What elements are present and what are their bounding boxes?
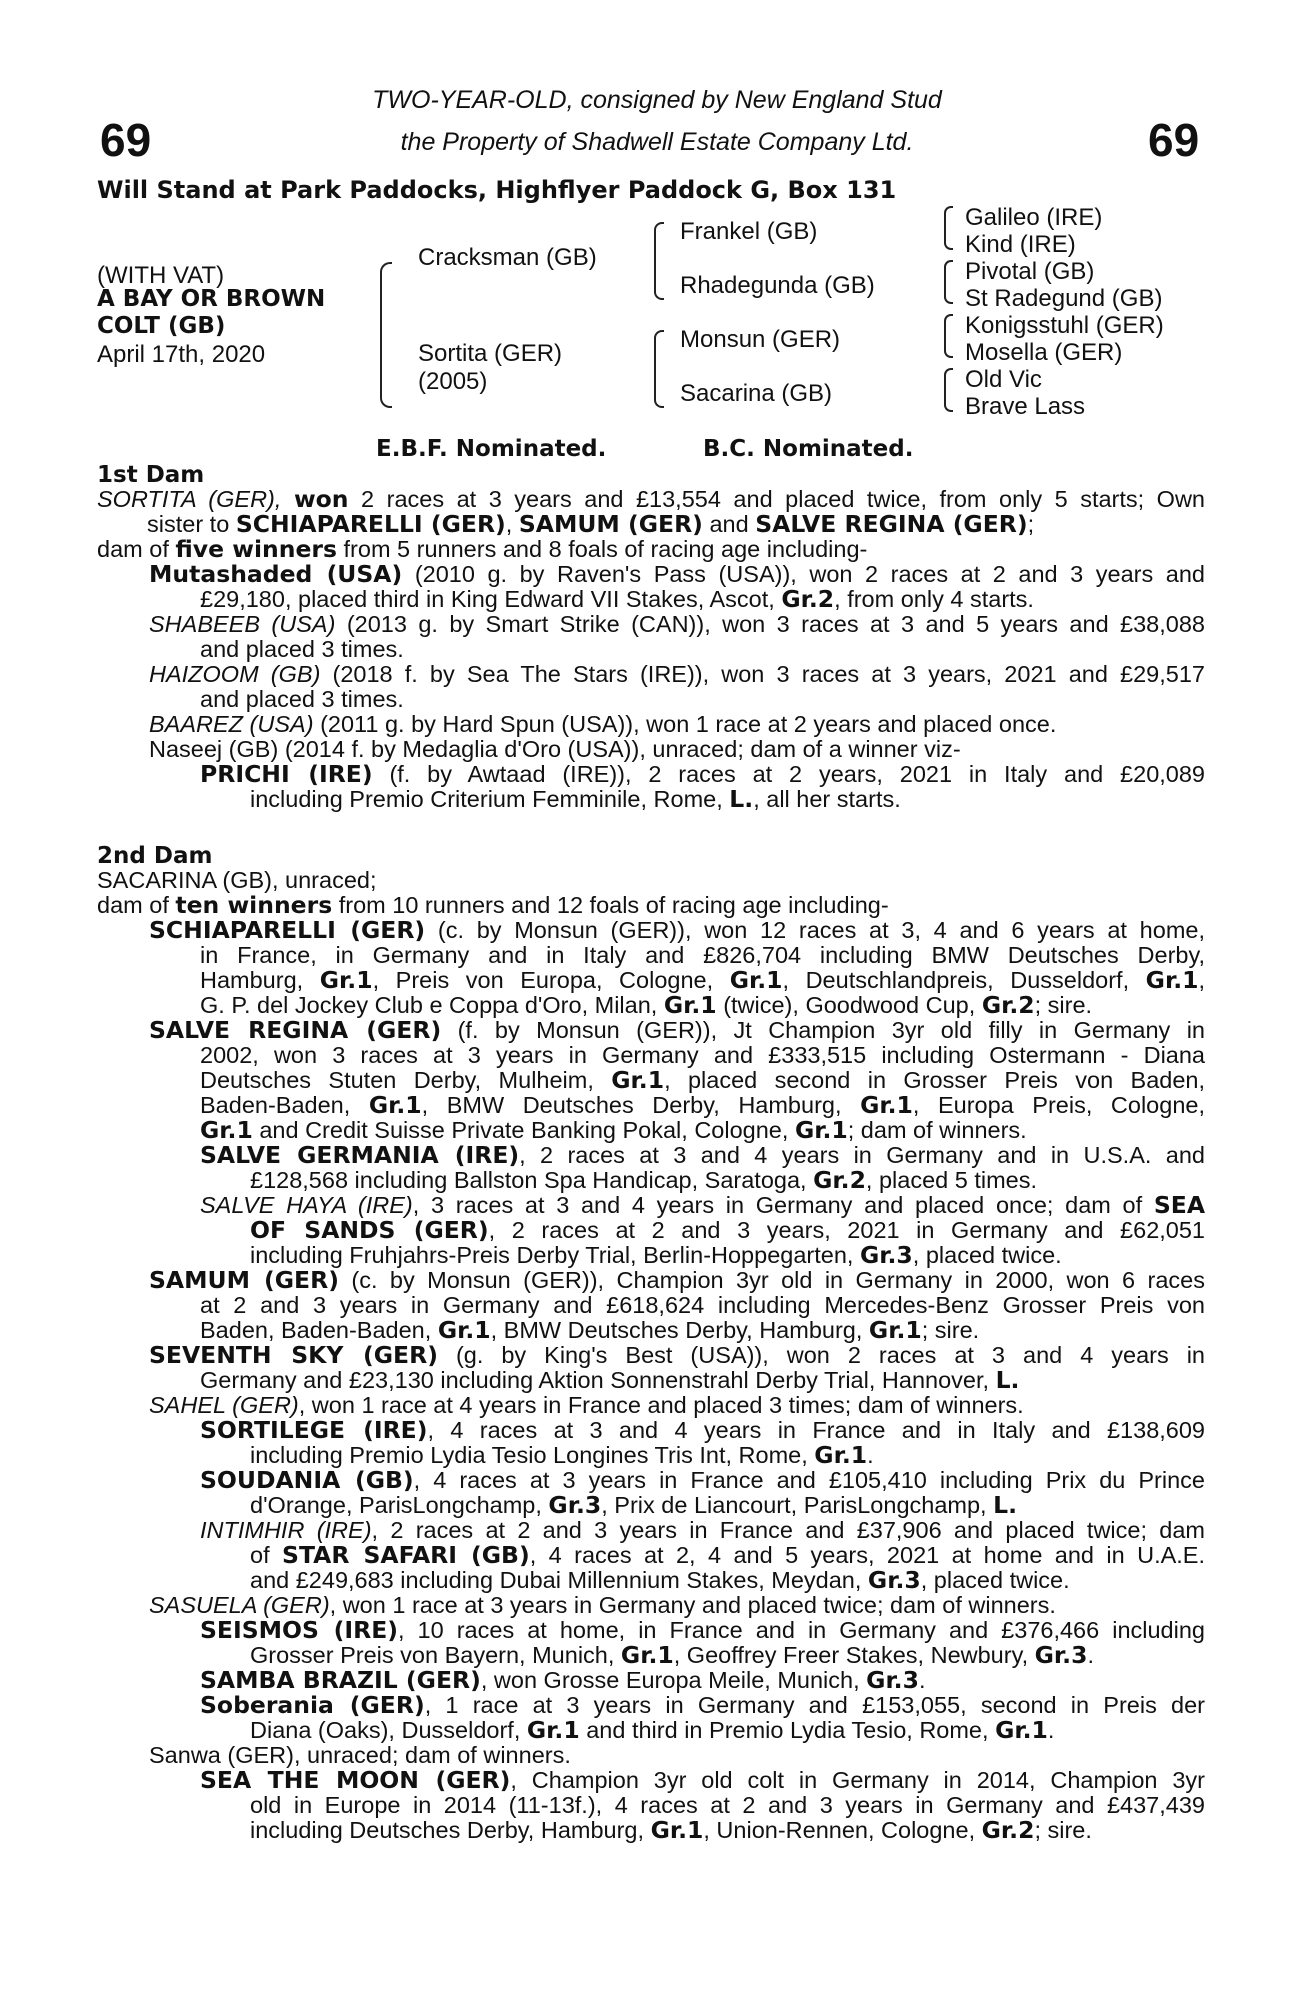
seismos-line-2: Grosser Preis von Bayern, Munich, Gr.1, Geoffrey Freer Stakes, Newbury, Gr.3. <box>250 1641 1094 1669</box>
sea-the-moon-line-1: SEA THE MOON (GER), Champion 3yr old colt in Germany in 2014, Champion 3yr <box>200 1766 1205 1794</box>
pedigree-brace-dam <box>654 330 664 408</box>
ds-sire: Konigsstuhl (GER) <box>965 312 1164 339</box>
dd-sire: Old Vic <box>965 366 1042 393</box>
second-dam-heading: 2nd Dam <box>97 843 213 869</box>
sasuela-line-1: SASUELA (GER), won 1 race at 3 years in Germany and placed twice; dam of winners. <box>149 1592 1056 1618</box>
pedigree-brace-sire <box>654 222 664 300</box>
first-dam-line-2: sister to SCHIAPARELLI (GER), SAMUM (GER) and SALVE REGINA (GER); <box>147 510 1035 538</box>
sire-dam: Rhadegunda (GB) <box>680 272 875 299</box>
horse-desc-1: A BAY OR BROWN <box>97 286 326 312</box>
sanwa-line-1: Sanwa (GER), unraced; dam of winners. <box>149 1742 571 1768</box>
sea-the-moon-line-3: including Deutsches Derby, Hamburg, Gr.1, Union-Rennen, Cologne, Gr.2; sire. <box>250 1816 1092 1844</box>
intimhir-line-2: of STAR SAFARI (GB), 4 races at 2, 4 and 5 years, 2021 at home and in U.A.E. <box>250 1541 1206 1569</box>
bc-nomination: B.C. Nominated. <box>703 436 914 462</box>
sd-dam: St Radegund (GB) <box>965 285 1163 312</box>
intimhir-line-1: INTIMHIR (IRE), 2 races at 2 and 3 years in France and £37,906 and placed twice; dam <box>200 1517 1205 1543</box>
schiaparelli-line-2: in France, in Germany and in Italy and £826,704 including BMW Deutsches Derby, <box>200 942 1205 968</box>
salve-haya-line-3: including Fruhjahrs-Preis Derby Trial, Berlin-Hoppegarten, Gr.3, placed twice. <box>250 1241 1062 1269</box>
first-dam-line-3: dam of five winners from 5 runners and 8 foals of racing age including- <box>97 535 868 563</box>
seismos-line-1: SEISMOS (IRE), 10 races at home, in France and in Germany and £376,466 including <box>200 1616 1205 1644</box>
salve-regina-line-2: 2002, won 3 races at 3 years in Germany and £333,515 including Ostermann - Diana <box>200 1042 1205 1068</box>
property-line: the Property of Shadwell Estate Company Ltd. <box>400 128 914 156</box>
soberania-line-2: Diana (Oaks), Dusseldorf, Gr.1 and third in Premio Lydia Tesio, Rome, Gr.1. <box>250 1716 1055 1744</box>
samba-brazil-line-1: SAMBA BRAZIL (GER), won Grosse Europa Meile, Munich, Gr.3. <box>200 1666 926 1694</box>
sahel-line-1: SAHEL (GER), won 1 race at 4 years in France and placed 3 times; dam of winners. <box>149 1392 1024 1418</box>
dam-sire: Monsun (GER) <box>680 326 841 353</box>
first-dam-line-8: HAIZOOM (GB) (2018 f. by Sea The Stars (IRE)), won 3 races at 3 years, 2021 and £29,517 <box>149 661 1205 687</box>
salve-regina-line-3: Deutsches Stuten Derby, Mulheim, Gr.1, placed second in Grosser Preis von Baden, <box>200 1066 1205 1094</box>
sire-sire: Frankel (GB) <box>680 218 818 245</box>
salve-haya-line-1: SALVE HAYA (IRE), 3 races at 3 and 4 years in Germany and placed once; dam of SEA <box>200 1191 1206 1219</box>
second-dam-line-1: SACARINA (GB), unraced; <box>97 867 377 893</box>
pedigree-brace-1 <box>944 206 953 250</box>
salve-regina-line-5: Gr.1 and Credit Suisse Private Banking Pokal, Cologne, Gr.1; dam of winners. <box>200 1116 1027 1144</box>
seventh-sky-line-2: Germany and £23,130 including Aktion Sonnenstrahl Derby Trial, Hannover, L. <box>200 1366 1020 1394</box>
dam-dam: Sacarina (GB) <box>680 380 833 407</box>
samum-line-1: SAMUM (GER) (c. by Monsun (GER)), Champion 3yr old in Germany in 2000, won 6 races <box>149 1266 1205 1294</box>
ss-dam: Kind (IRE) <box>965 231 1076 258</box>
ds-dam: Mosella (GER) <box>965 339 1123 366</box>
salve-germania-line-2: £128,568 including Ballston Spa Handicap, Saratoga, Gr.2, placed 5 times. <box>250 1166 1038 1194</box>
schiaparelli-line-3: Hamburg, Gr.1, Preis von Europa, Cologne, Gr.1, Deutschlandpreis, Dusseldorf, Gr.1, <box>200 966 1206 994</box>
dam-year: (2005) <box>418 368 488 395</box>
pedigree-brace-main <box>380 262 392 408</box>
first-dam-line-11: Naseej (GB) (2014 f. by Medaglia d'Oro (USA)), unraced; dam of a winner viz- <box>149 736 961 762</box>
sire: Cracksman (GB) <box>418 244 597 271</box>
sd-sire: Pivotal (GB) <box>965 258 1095 285</box>
stand-location: Will Stand at Park Paddocks, Highflyer Paddock G, Box 131 <box>97 176 897 204</box>
sortilege-line-1: SORTILEGE (IRE), 4 races at 3 and 4 years in France and in Italy and £138,609 <box>200 1416 1206 1444</box>
pedigree-brace-3 <box>944 314 953 358</box>
salve-regina-line-4: Baden-Baden, Gr.1, BMW Deutsches Derby, Hamburg, Gr.1, Europa Preis, Cologne, <box>200 1091 1205 1119</box>
vat-note: (WITH VAT) <box>97 262 225 289</box>
first-dam-line-12: PRICHI (IRE) (f. by Awtaad (IRE)), 2 races at 2 years, 2021 in Italy and £20,089 <box>200 760 1205 788</box>
first-dam-line-9: and placed 3 times. <box>200 686 404 712</box>
salve-germania-line-1: SALVE GERMANIA (IRE), 2 races at 3 and 4 years in Germany and in U.S.A. and <box>200 1141 1205 1169</box>
pedigree-brace-2 <box>944 260 953 304</box>
sortilege-line-2: including Premio Lydia Tesio Longines Tris Int, Rome, Gr.1. <box>250 1441 874 1469</box>
salve-regina-line-1: SALVE REGINA (GER) (f. by Monsun (GER)), Jt Champion 3yr old filly in Germany in <box>149 1016 1205 1044</box>
intimhir-line-3: and £249,683 including Dubai Millennium Stakes, Meydan, Gr.3, placed twice. <box>250 1566 1070 1594</box>
first-dam-line-4: Mutashaded (USA) (2010 g. by Raven's Pass (USA)), won 2 races at 2 and 3 years and <box>149 560 1206 588</box>
ebf-nomination: E.B.F. Nominated. <box>376 436 607 462</box>
first-dam-line-5: £29,180, placed third in King Edward VII Stakes, Ascot, Gr.2, from only 4 starts. <box>200 585 1034 613</box>
lot-number-right: 69 <box>1148 114 1200 166</box>
horse-desc-2: COLT (GB) <box>97 313 226 339</box>
schiaparelli-line-1: SCHIAPARELLI (GER) (c. by Monsun (GER)), won 12 races at 3, 4 and 6 years at home, <box>149 916 1205 944</box>
soudania-line-1: SOUDANIA (GB), 4 races at 3 years in France and £105,410 including Prix du Prince <box>200 1466 1205 1494</box>
seventh-sky-line-1: SEVENTH SKY (GER) (g. by King's Best (USA)), won 2 races at 3 and 4 years in <box>149 1341 1205 1369</box>
second-dam-line-2: dam of ten winners from 10 runners and 12 foals of racing age including- <box>97 891 889 919</box>
ss-sire: Galileo (IRE) <box>965 204 1103 231</box>
sea-the-moon-line-2: old in Europe in 2014 (11-13f.), 4 races at 2 and 3 years in Germany and £437,439 <box>250 1792 1205 1818</box>
dam: Sortita (GER) <box>418 340 563 367</box>
soudania-line-2: d'Orange, ParisLongchamp, Gr.3, Prix de Liancourt, ParisLongchamp, L. <box>250 1491 1018 1519</box>
first-dam-line-13: including Premio Criterium Femminile, Rome, L., all her starts. <box>250 785 901 813</box>
first-dam-line-10: BAAREZ (USA) (2011 g. by Hard Spun (USA)), won 1 race at 2 years and placed once. <box>149 711 1057 737</box>
consignor-line: TWO-YEAR-OLD, consigned by New England Stud <box>372 86 942 114</box>
dd-dam: Brave Lass <box>965 393 1086 420</box>
first-dam-line-1: SORTITA (GER), won 2 races at 3 years and £13,554 and placed twice, from only 5 starts; Own <box>97 485 1206 513</box>
samum-line-2: at 2 and 3 years in Germany and £618,624 including Mercedes-Benz Grosser Preis von <box>200 1292 1205 1318</box>
salve-haya-line-2: OF SANDS (GER), 2 races at 2 and 3 years, 2021 in Germany and £62,051 <box>250 1216 1205 1244</box>
pedigree-brace-4 <box>944 368 953 412</box>
schiaparelli-line-4: G. P. del Jockey Club e Coppa d'Oro, Milan, Gr.1 (twice), Goodwood Cup, Gr.2; sire. <box>200 991 1093 1019</box>
first-dam-line-7: and placed 3 times. <box>200 636 404 662</box>
samum-line-3: Baden, Baden-Baden, Gr.1, BMW Deutsches Derby, Hamburg, Gr.1; sire. <box>200 1316 980 1344</box>
first-dam-heading: 1st Dam <box>97 462 205 488</box>
lot-number-left: 69 <box>100 114 152 166</box>
first-dam-line-6: SHABEEB (USA) (2013 g. by Smart Strike (CAN)), won 3 races at 3 and 5 years and £38,088 <box>149 611 1205 637</box>
horse-dob: April 17th, 2020 <box>97 341 266 368</box>
soberania-line-1: Soberania (GER), 1 race at 3 years in Germany and £153,055, second in Preis der <box>200 1691 1205 1719</box>
